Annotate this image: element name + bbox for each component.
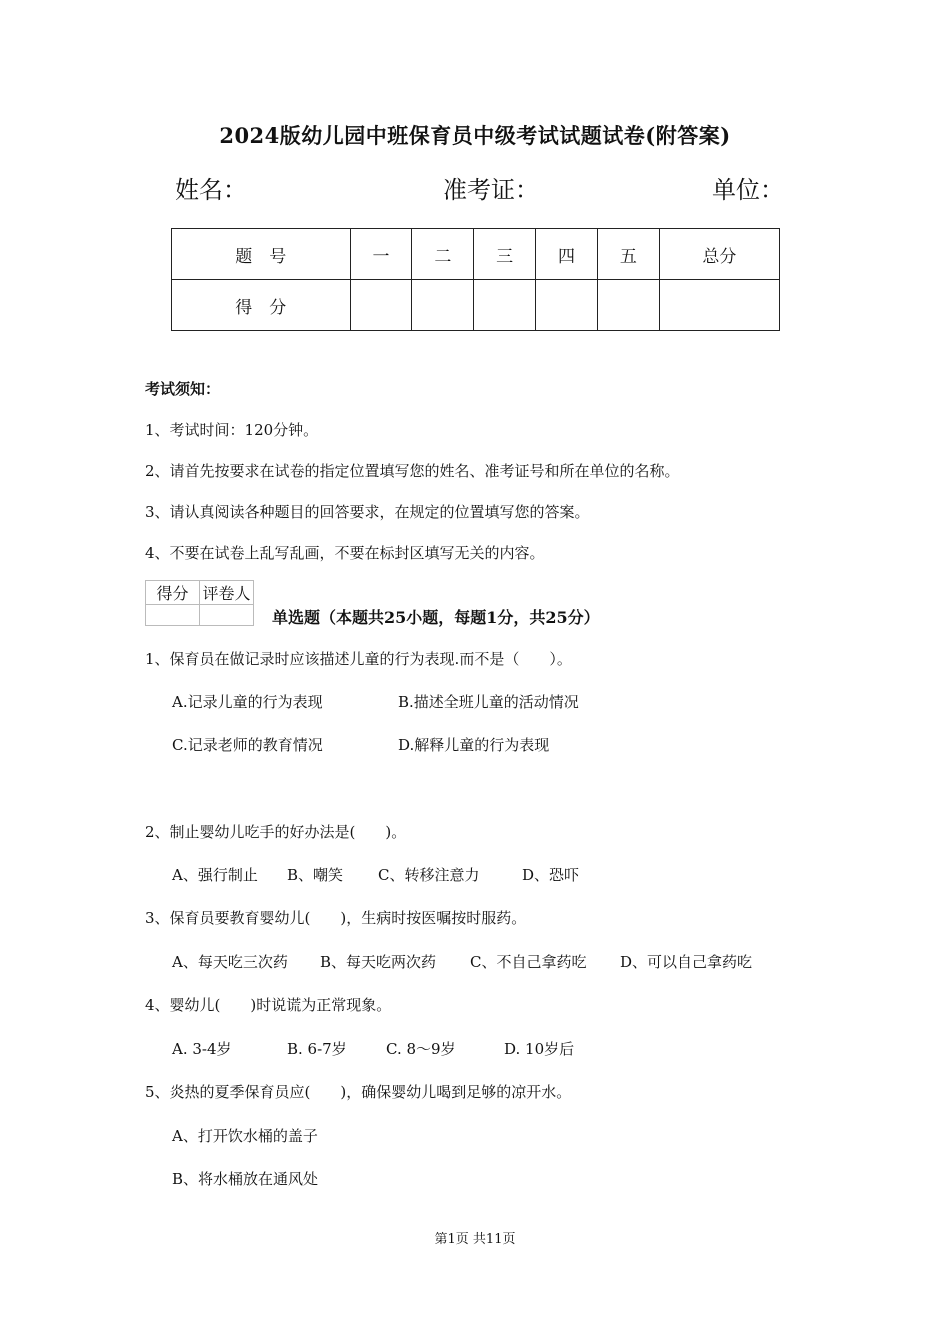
notice-heading: 考试须知： [145,380,221,398]
score-row-label: 得 分 [172,280,351,331]
score-input-cell[interactable] [474,280,536,331]
score-input-cell[interactable] [659,280,779,331]
question-1-option-d[interactable]: D.解释儿童的行为表现 [398,736,550,754]
question-3-option-a[interactable]: A、每天吃三次药 [172,953,288,971]
score-input-cell[interactable] [350,280,412,331]
question-3-text: 3、保育员要教育婴幼儿( )，生病时按医嘱按时服药。 [145,909,527,927]
grader-box [145,580,254,626]
question-3-option-d[interactable]: D、可以自己拿药吃 [620,953,753,971]
notice-item: 2、请首先按要求在试卷的指定位置填写您的姓名、准考证号和所在单位的名称。 [145,462,680,480]
question-2-option-a[interactable]: A、强行制止 [172,866,258,884]
score-input-cell[interactable] [412,280,474,331]
notice-item: 1、考试时间：120分钟。 [145,421,319,439]
score-table-cell: 一 [350,229,412,280]
unit-field-label: 单位： [712,176,784,204]
question-4-option-b[interactable]: B. 6-7岁 [287,1040,347,1058]
grader-score-cell[interactable] [146,605,200,626]
question-4-text: 4、婴幼儿( )时说谎为正常现象。 [145,996,392,1014]
page-title: 2024版幼儿园中班保育员中级考试试题试卷(附答案) [219,123,731,148]
score-table-cell: 三 [474,229,536,280]
question-1-option-b[interactable]: B.描述全班儿童的活动情况 [398,693,579,711]
page-footer: 第1页 共11页 [434,1232,516,1247]
score-table-cell: 二 [412,229,474,280]
score-input-cell[interactable] [597,280,659,331]
score-input-cell[interactable] [536,280,598,331]
score-table [171,228,780,331]
score-table-cell: 五 [597,229,659,280]
grader-score-label: 得分 [146,581,200,605]
question-2-option-b[interactable]: B、嘲笑 [287,866,344,884]
exam-number-field-label: 准考证： [443,176,539,204]
question-1-text: 1、保育员在做记录时应该描述儿童的行为表现.而不是（ ）。 [145,650,572,668]
question-2-option-c[interactable]: C、转移注意力 [378,866,480,884]
score-table-header-row [172,229,780,280]
score-table-cell: 总分 [659,229,779,280]
question-3-option-b[interactable]: B、每天吃两次药 [320,953,437,971]
score-table-score-row [172,280,780,331]
question-5-option-b[interactable]: B、将水桶放在通风处 [172,1170,319,1188]
grader-name-label: 评卷人 [200,581,254,605]
notice-item: 4、不要在试卷上乱写乱画，不要在标封区填写无关的内容。 [145,544,545,562]
question-1-option-a[interactable]: A.记录儿童的行为表现 [172,693,323,711]
score-table-cell: 题 号 [172,229,351,280]
question-1-option-c[interactable]: C.记录老师的教育情况 [172,736,323,754]
section-title: 单选题（本题共25小题，每题1分，共25分） [272,608,600,627]
question-4-option-a[interactable]: A. 3-4岁 [172,1040,232,1058]
grader-name-cell[interactable] [200,605,254,626]
question-5-option-a[interactable]: A、打开饮水桶的盖子 [172,1127,318,1145]
question-4-option-d[interactable]: D. 10岁后 [504,1040,575,1058]
score-table-cell: 四 [536,229,598,280]
question-2-text: 2、制止婴幼儿吃手的好办法是( )。 [145,823,407,841]
question-4-option-c[interactable]: C. 8～9岁 [386,1040,456,1058]
notice-item: 3、请认真阅读各种题目的回答要求，在规定的位置填写您的答案。 [145,503,590,521]
question-2-option-d[interactable]: D、恐吓 [522,866,580,884]
question-3-option-c[interactable]: C、不自己拿药吃 [470,953,587,971]
name-field-label: 姓名： [175,176,247,204]
question-5-text: 5、炎热的夏季保育员应( )，确保婴幼儿喝到足够的凉开水。 [145,1083,572,1101]
